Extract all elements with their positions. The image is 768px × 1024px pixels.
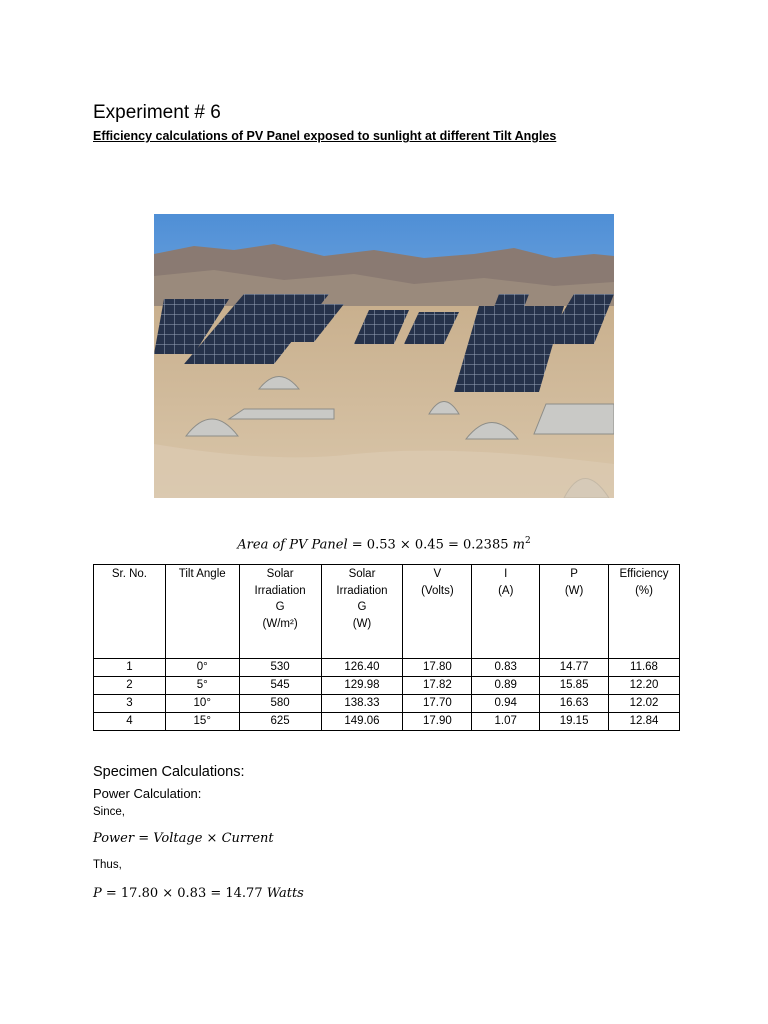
table-cell: 0.83 (472, 659, 540, 677)
table-cell: 149.06 (321, 713, 403, 731)
table-cell: 0° (165, 659, 239, 677)
area-formula-lhs: Area of PV Panel (237, 537, 348, 553)
table-cell: 12.02 (609, 695, 680, 713)
power-calculation (93, 884, 304, 902)
table-cell: 11.68 (609, 659, 680, 677)
since-label: Since, (93, 806, 125, 818)
power-calculation-heading: Power Calculation: (93, 786, 202, 801)
table-cell: 1 (94, 659, 166, 677)
power-symbol: P (93, 886, 102, 901)
thus-label: Thus, (93, 859, 122, 871)
table-cell: 580 (239, 695, 321, 713)
table-row (94, 677, 680, 695)
table-cell: 0.89 (472, 677, 540, 695)
table-cell: 625 (239, 713, 321, 731)
table-cell: 12.84 (609, 713, 680, 731)
table-cell: 138.33 (321, 695, 403, 713)
solar-farm-photo (154, 214, 614, 498)
table-cell: 2 (94, 677, 166, 695)
power-values: = 17.80 × 0.83 = 14.77 (101, 886, 267, 901)
table-cell: 17.90 (403, 713, 472, 731)
header-power: P (W) (540, 565, 609, 659)
table-cell: 17.80 (403, 659, 472, 677)
table-header-row (94, 565, 680, 659)
table-cell: 1.07 (472, 713, 540, 731)
table-cell: 126.40 (321, 659, 403, 677)
table-cell: 4 (94, 713, 166, 731)
page-subtitle: Efficiency calculations of PV Panel exposed to sunlight at different Tilt Angles (93, 129, 557, 143)
table-row (94, 713, 680, 731)
table-cell: 530 (239, 659, 321, 677)
results-table (93, 564, 680, 731)
header-tilt-angle: Tilt Angle (165, 565, 239, 659)
table-cell: 17.70 (403, 695, 472, 713)
table-cell: 12.20 (609, 677, 680, 695)
table-row (94, 695, 680, 713)
table-cell: 19.15 (540, 713, 609, 731)
table-row (94, 659, 680, 677)
table-cell: 10° (165, 695, 239, 713)
specimen-heading: Specimen Calculations: (93, 764, 245, 780)
table-cell: 16.63 (540, 695, 609, 713)
table-cell: 3 (94, 695, 166, 713)
table-cell: 0.94 (472, 695, 540, 713)
power-formula: Power = Voltage × Current (93, 831, 274, 846)
header-sr-no: Sr. No. (94, 565, 166, 659)
table-cell: 14.77 (540, 659, 609, 677)
table-cell: 17.82 (403, 677, 472, 695)
area-formula-unit: m (512, 537, 525, 553)
area-formula-rhs: = 0.53 × 0.45 = 0.2385 (351, 537, 509, 553)
table-cell: 15.85 (540, 677, 609, 695)
table-cell: 5° (165, 677, 239, 695)
table-cell: 129.98 (321, 677, 403, 695)
header-efficiency: Efficiency (%) (609, 565, 680, 659)
area-formula (0, 536, 768, 552)
power-unit: Watts (266, 886, 304, 901)
header-solar-irradiation-wm2: Solar Irradiation G (W/m²) (239, 565, 321, 659)
page-title: Experiment # 6 (93, 102, 221, 123)
table-cell: 15° (165, 713, 239, 731)
table-cell: 545 (239, 677, 321, 695)
header-voltage: V (Volts) (403, 565, 472, 659)
header-solar-irradiation-w: Solar Irradiation G (W) (321, 565, 403, 659)
area-formula-exponent: 2 (524, 536, 531, 546)
header-current: I (A) (472, 565, 540, 659)
